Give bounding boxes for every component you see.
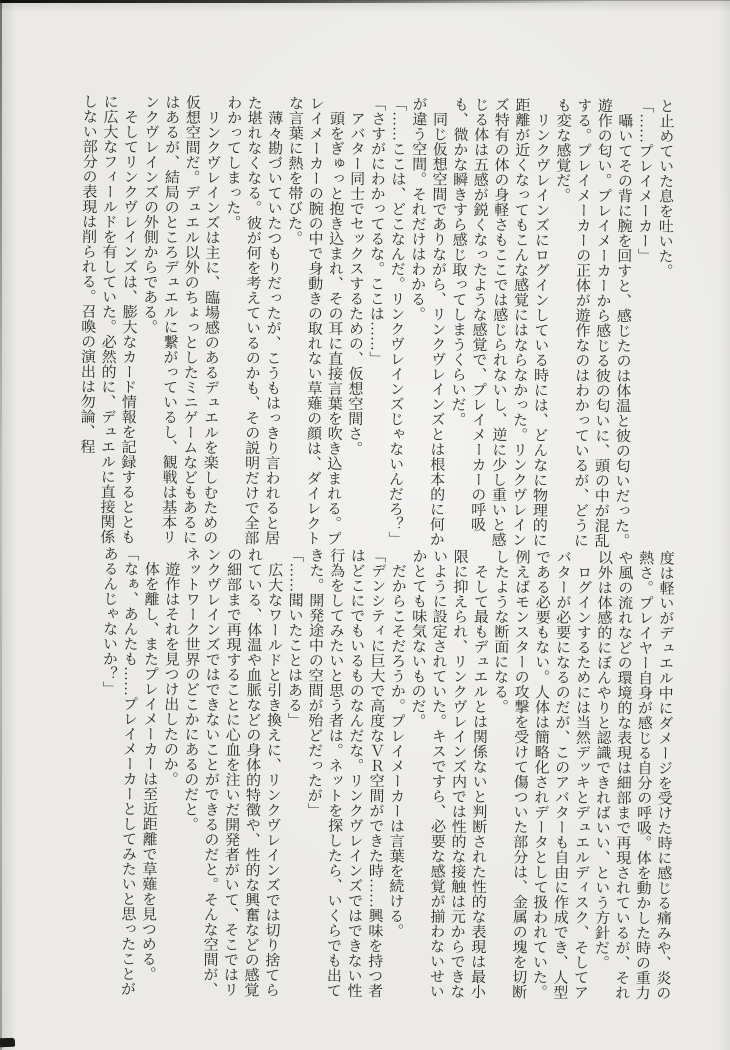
paragraph: 体を離し、またプレイメーカーは至近距離で草薙を見つめる。 <box>139 561 159 982</box>
paragraph: 遊作はそれを見つけ出したのか。 <box>161 561 180 787</box>
paragraph: 度は軽いがデュエル中にダメージを受けた時に感じる痛みや、炎の熱さ。プレイヤー自身が感じる自分の呼吸。体を動かした時の重力や風の流れなどの環境的な表現は細部まで再現されているが、それ以外は体感的にぼんやりと認識できればいい、という方針だ。 <box>592 549 674 1001</box>
paragraph: 「さすがにわかってるな。ここは……」 <box>367 95 386 367</box>
paragraph: そしてリンクヴレインズは、膨大なカード情報を記録するとともに広大なフィールドを有していた。必然的に、デュエルに直接関係しない部分の表現は削られる。召喚の演出は勿論、程 <box>78 93 139 545</box>
scan-edge-left <box>0 0 2 1050</box>
paragraph: と止めていた息を吐いた。 <box>656 98 674 279</box>
paragraph: 同じ仮想空間でありながら、リンクヴレインズとは根本的に何かが違う空間。それだけはわかる。 <box>408 96 448 547</box>
paragraph: アバター同士でセックスするための、仮想空間さ。 <box>346 110 365 456</box>
paragraph: 広大なワールドと引き換えに、リンクヴレインズでは切り捨てられている、体温や血脈などの身体的特徴や、性的な興奮などの感覚の細部まで再現することに心血を注いだ開発者がいて、そこではリンクヴレインズではできないことができるのだと。そんな空間が、ネットワーク世界のどこかにあるのだと。 <box>181 546 283 998</box>
paragraph: 囁いてその背に腕を回すと、感じたのは体温と彼の匂いだった。遊作の匂い。プレイメーカーから感じる彼の匂いに、頭の中が混乱する。プレイメーカーの正体が遊作なのはわかっているが、どうにも変な感覚だ。 <box>553 97 633 549</box>
paragraph: 薄々勘づいていたつもりだったが、こうもはっきり言われると居た堪れなくなる。彼が何を考えているのかも、その説明だけで全部わかってしまった。 <box>224 94 283 546</box>
text-block-top <box>70 94 676 549</box>
paragraph: 「……プレイメーカー」 <box>635 98 654 264</box>
scan-corner-artifact <box>0 1038 15 1048</box>
paragraph: 「……聞いたことはある」 <box>285 547 304 728</box>
scan-edge-top <box>0 0 600 3</box>
paragraph: そして最もデュエルとは関係ないと判断された性的な表現は最小限に抑えられ、リンクヴレインズ内では性的な接触は元からできないように設定されていた。キスですら、必要な感覚が揃わないせいかとても味気ないものだ。 <box>409 548 489 999</box>
paragraph: 頭をぎゅっと抱き込まれ、その耳に直接言葉を吹き込まれる。プレイメーカーの腕の中で身動きの取れない草薙の顔は、ダイレクトな言葉に熱を帯びた。 <box>285 95 345 546</box>
paragraph: だからこそだろうか。プレイメーカーは言葉を続ける。 <box>387 563 406 939</box>
paragraph: 「……ここは、どこなんだ。リンクヴレインズじゃないんだろ？」 <box>386 96 407 547</box>
paragraph: ログインするためには当然デッキとデュエルディスク、そしてアバターが必要になるのだが、このアバターも自由に作成でき、人型である必要もない。人体は簡略化されデータとして扱われていた。例えばモンスターの攻撃を受けて傷ついた部分は、金属の塊を切断したような断面になる。 <box>491 548 592 1000</box>
paragraph: 「なぁ、あんたも……プレイメーカーとしてみたいと思ったことがあるんじゃないか？」 <box>100 545 139 997</box>
paragraph: 「デンシティに巨大で高度なＶＲ空間ができた時……興味を持つ者はどこにでもいるものなんだな。リンクヴレインズではできない性行為をしてみたいと思う者は。ネットを探したら、いくらでも出てきた。開発途中の空間が殆どだったが」 <box>305 547 386 999</box>
text-block-bottom <box>70 546 676 1007</box>
paragraph: リンクヴレインズにログインしている時には、どんなに物理的に距離が近くなってもこんな感覚にはならなかった。リンクヴレインズ特有の体の身軽さもここでは感じられないし、逆に少し重いと感じる体は五感が鋭くなったような感覚で、プレイメーカーの呼吸も、微かな瞬きすら感じ取ってしまうくらいだ。 <box>449 96 551 548</box>
paragraph: リンクヴレインズは主に、臨場感のあるデュエルを楽しむための仮想空間だ。デュエル以外のちょっとしたミニゲームなどもあるにはあるが、結局のところデュエルに繋がっているし、観戦は基本リンクヴレインズの外側からである。 <box>141 94 221 545</box>
